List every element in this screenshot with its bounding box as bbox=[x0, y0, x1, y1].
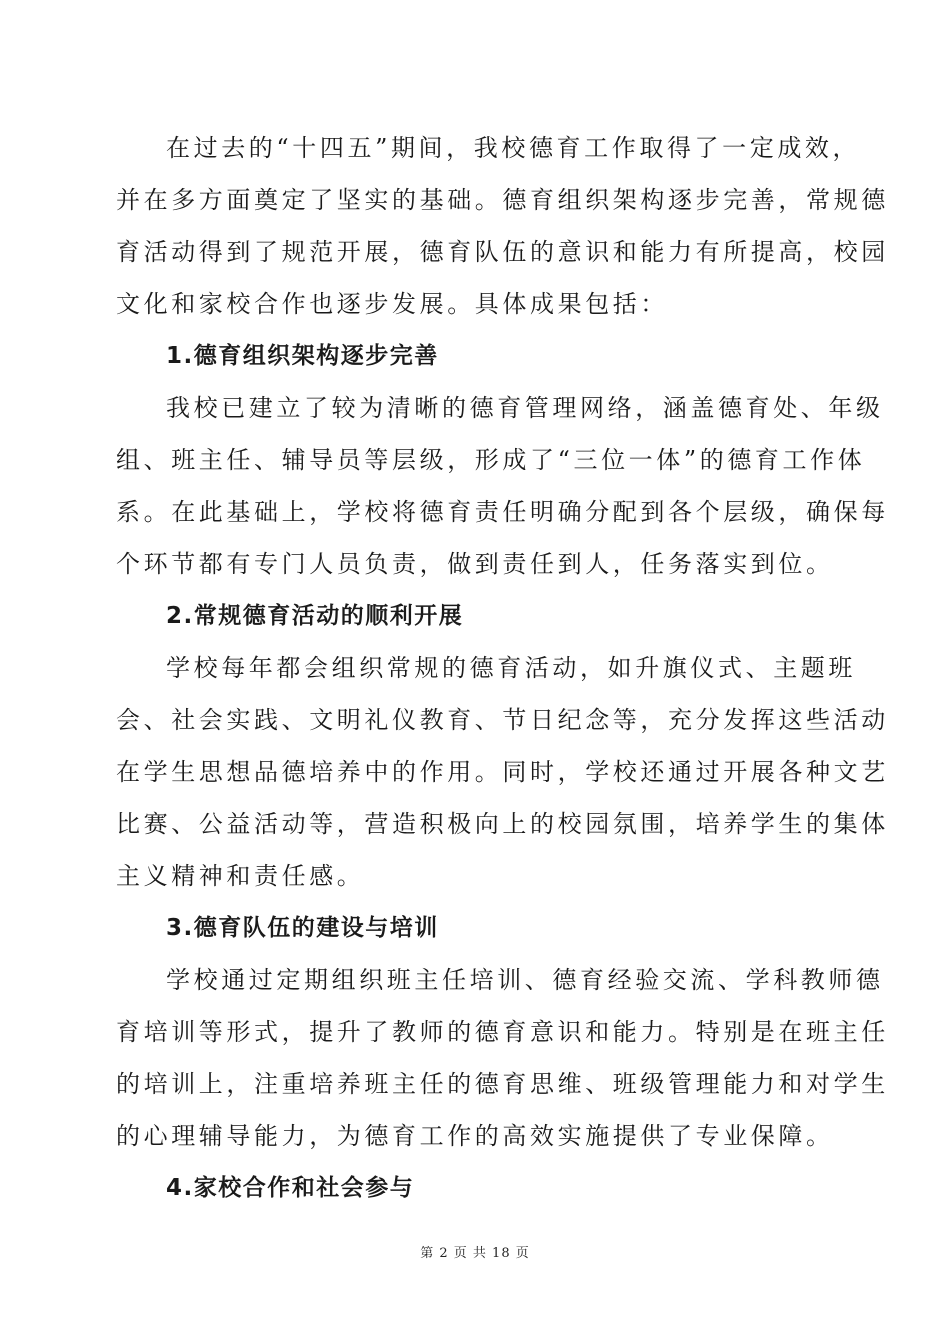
paragraph-line: 在学生思想品德培养中的作用。同时，学校还通过开展各种文艺 bbox=[116, 758, 889, 786]
paragraph-line: 文化和家校合作也逐步发展。具体成果包括： bbox=[116, 290, 668, 318]
paragraph-line: 学校每年都会组织常规的德育活动，如升旗仪式、主题班 bbox=[166, 654, 856, 682]
page-number-footer: 第 2 页 共 18 页 bbox=[420, 1246, 530, 1261]
paragraph-line: 组、班主任、辅导员等层级，形成了“三位一体”的德育工作体 bbox=[116, 446, 866, 474]
section-heading: 4.家校合作和社会参与 bbox=[166, 1175, 415, 1201]
paragraph-line: 比赛、公益活动等，营造积极向上的校园氛围，培养学生的集体 bbox=[116, 810, 889, 838]
paragraph-line: 的培训上，注重培养班主任的德育思维、班级管理能力和对学生 bbox=[116, 1070, 889, 1098]
paragraph-line: 系。在此基础上，学校将德育责任明确分配到各个层级，确保每 bbox=[116, 498, 889, 526]
paragraph-line: 的心理辅导能力，为德育工作的高效实施提供了专业保障。 bbox=[116, 1122, 834, 1150]
section-heading: 2.常规德育活动的顺利开展 bbox=[166, 603, 464, 629]
paragraph-line: 育活动得到了规范开展，德育队伍的意识和能力有所提高，校园 bbox=[116, 238, 889, 266]
paragraph-line: 主义精神和责任感。 bbox=[116, 862, 365, 890]
section-heading: 3.德育队伍的建设与培训 bbox=[166, 915, 439, 941]
paragraph-line: 我校已建立了较为清晰的德育管理网络，涵盖德育处、年级 bbox=[166, 394, 884, 422]
paragraph-line: 学校通过定期组织班主任培训、德育经验交流、学科教师德 bbox=[166, 966, 884, 994]
paragraph-line: 育培训等形式，提升了教师的德育意识和能力。特别是在班主任 bbox=[116, 1018, 889, 1046]
section-heading: 1.德育组织架构逐步完善 bbox=[166, 343, 439, 369]
paragraph-line: 在过去的“十四五”期间，我校德育工作取得了一定成效， bbox=[166, 134, 861, 162]
paragraph-line: 个环节都有专门人员负责，做到责任到人，任务落实到位。 bbox=[116, 550, 834, 578]
paragraph-line: 并在多方面奠定了坚实的基础。德育组织架构逐步完善，常规德 bbox=[116, 186, 889, 214]
paragraph-line: 会、社会实践、文明礼仪教育、节日纪念等，充分发挥这些活动 bbox=[116, 706, 889, 734]
